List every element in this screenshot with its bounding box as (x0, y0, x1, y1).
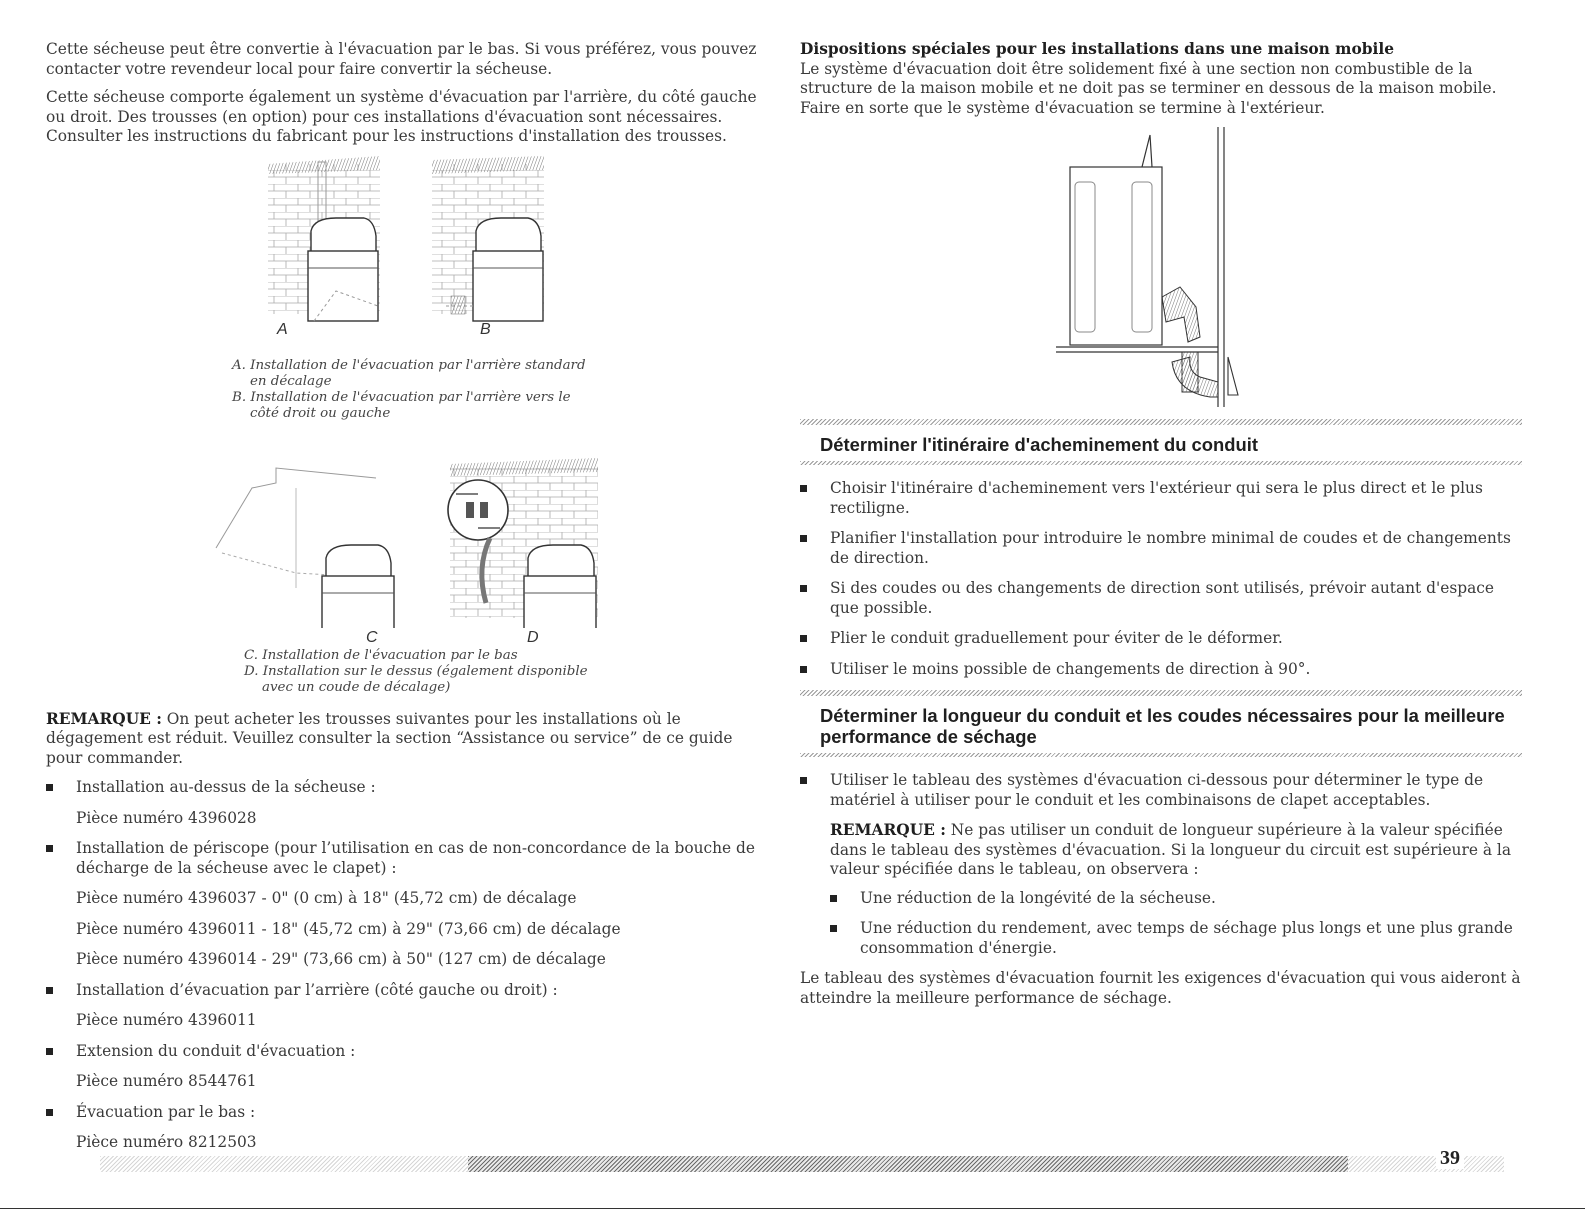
dryer-d-drawing (448, 458, 598, 628)
kits-list (46, 778, 766, 1153)
figure-rear-exhaust (46, 156, 766, 358)
list-item: Installation au-dessus de la sécheuse : (46, 778, 766, 798)
figure-bottom-top-exhaust (46, 448, 766, 648)
caption-b-line-2: côté droit ou gauche (250, 405, 391, 421)
list-item: Utiliser le tableau des systèmes d'évacuation ci-dessous pour déterminer le type de matériel à utiliser pour le conduit et les combinaisons de clapet acceptables. (800, 771, 1522, 810)
footer-bar (100, 1153, 1504, 1175)
route-list (800, 479, 1522, 679)
figure-letter-d: D (527, 628, 539, 646)
mobile-home-illustration (800, 127, 1522, 407)
note-label: REMARQUE : (830, 821, 946, 839)
dryer-b-drawing (432, 156, 544, 321)
mobile-home-title: Dispositions spéciales pour les installations dans une maison mobile (800, 40, 1394, 58)
figure-letter-a: A (277, 320, 288, 338)
caption-a-line-1: A. Installation de l'évacuation par l'arrière standard (232, 357, 586, 373)
list-item: Utiliser le moins possible de changements de direction à 90°. (800, 660, 1522, 680)
caption-d-line-1: D. Installation sur le dessus (également disponible (244, 663, 588, 679)
section-heading-length (800, 696, 1522, 753)
list-item: Une réduction du rendement, avec temps de séchage plus longs et une plus grande consommation d'énergie. (830, 919, 1522, 958)
part-number: Pièce numéro 4396014 - 29" (73,66 cm) à 50" (127 cm) de décalage (76, 950, 606, 968)
list-item: Planifier l'installation pour introduire le nombre minimal de coudes et de changements de direction. (800, 529, 1522, 568)
list-item: Évacuation par le bas : (46, 1103, 766, 1123)
dryer-a-drawing (268, 156, 380, 321)
left-column (46, 40, 766, 1164)
list-item: Installation d’évacuation par l’arrière (côté gauche ou droit) : (46, 981, 766, 1001)
bottom-top-exhaust-illustration (46, 448, 766, 628)
mobile-home-text: Le système d'évacuation doit être solidement fixé à une section non combustible de la structure de la maison mobile et ne doit pas se terminer en dessous de la maison mobile. Faire en sorte que le système d'évacuation se termine à l'extérieur. (800, 59, 1497, 117)
right-column (800, 40, 1522, 1017)
page-number: 39 (1436, 1149, 1464, 1169)
list-item: Installation de périscope (pour l’utilisation en cas de non-concordance de la bouche de décharge de la sécheuse avec le clapet) : (46, 839, 766, 878)
section-heading-length-line-1: Déterminer la longueur du conduit et les coudes nécessaires pour la meilleure (820, 705, 1505, 726)
figure-letter-b: B (480, 320, 491, 338)
dryer-c-drawing (216, 468, 394, 628)
list-item: Plier le conduit graduellement pour éviter de le déformer. (800, 629, 1522, 649)
caption-b-line-1: B. Installation de l'évacuation par l'arrière vers le (232, 389, 571, 405)
section-heading-length-line-2: performance de séchage (820, 726, 1037, 747)
section-divider (800, 461, 1522, 465)
bottom-rule (0, 1208, 1585, 1209)
length-note (830, 821, 1522, 880)
rear-exhaust-illustration (46, 156, 766, 336)
part-number: Pièce numéro 8544761 (76, 1072, 257, 1090)
section-divider (800, 753, 1522, 757)
part-number: Pièce numéro 8212503 (76, 1133, 257, 1151)
mobile-home-dryer-drawing (1056, 127, 1238, 407)
caption-a-line-2: en décalage (250, 373, 332, 389)
kits-note (46, 710, 766, 769)
note-label: REMARQUE : (46, 709, 162, 728)
figure-caption-cd (244, 648, 766, 696)
intro-paragraph-2: Cette sécheuse comporte également un système d'évacuation par l'arrière, du côté gauche ou droit. Des trousses (en option) pour ces installations d'évacuation sont nécessaires. Consulter les instructions du fabricant pour les instructions d'installation des trousses. (46, 88, 757, 145)
part-number: Pièce numéro 4396011 - 18" (45,72 cm) à 29" (73,66 cm) de décalage (76, 919, 621, 938)
note-text: On peut acheter les trousses suivantes pour les installations où le dégagement est réduit. Veuillez consulter la section “Assistance ou service” de ce guide pour commander. (46, 709, 733, 767)
intro-paragraph-1: Cette sécheuse peut être convertie à l'évacuation par le bas. Si vous préférez, vous pouvez contacter votre revendeur local pour faire convertir la sécheuse. (46, 40, 757, 78)
list-item: Choisir l'itinéraire d'acheminement vers l'extérieur qui sera le plus direct et le plus rectiligne. (800, 479, 1522, 518)
part-number: Pièce numéro 4396011 (76, 1011, 257, 1029)
closing-paragraph: Le tableau des systèmes d'évacuation fournit les exigences d'évacuation qui vous aideront à atteindre la meilleure performance de séchage. (800, 969, 1521, 1007)
figure-caption-ab (232, 358, 766, 422)
caption-c: C. Installation de l'évacuation par le bas (244, 647, 518, 663)
note-text: Ne pas utiliser un conduit de longueur supérieure à la valeur spécifiée dans le tableau des systèmes d'évacuation. Si la longueur du circuit est supérieure à la valeur spécifiée dans le tableau, on observera : (830, 821, 1511, 878)
part-number: Pièce numéro 4396037 - 0" (0 cm) à 18" (45,72 cm) de décalage (76, 889, 577, 907)
part-number: Pièce numéro 4396028 (76, 808, 257, 827)
caption-d-line-2: avec un coude de décalage) (262, 679, 451, 695)
mobile-home-section (800, 40, 1522, 118)
list-item: Si des coudes ou des changements de direction sont utilisés, prévoir autant d'espace que possible. (800, 579, 1522, 618)
list-item: Extension du conduit d'évacuation : (46, 1042, 766, 1062)
length-list (800, 771, 1522, 810)
list-item: Une réduction de la longévité de la sécheuse. (830, 889, 1522, 909)
section-heading-route: Déterminer l'itinéraire d'acheminement du conduit (820, 434, 1258, 455)
consequence-list (830, 889, 1522, 959)
figure-mobile-home (800, 127, 1522, 419)
figure-letter-c: C (366, 628, 378, 646)
